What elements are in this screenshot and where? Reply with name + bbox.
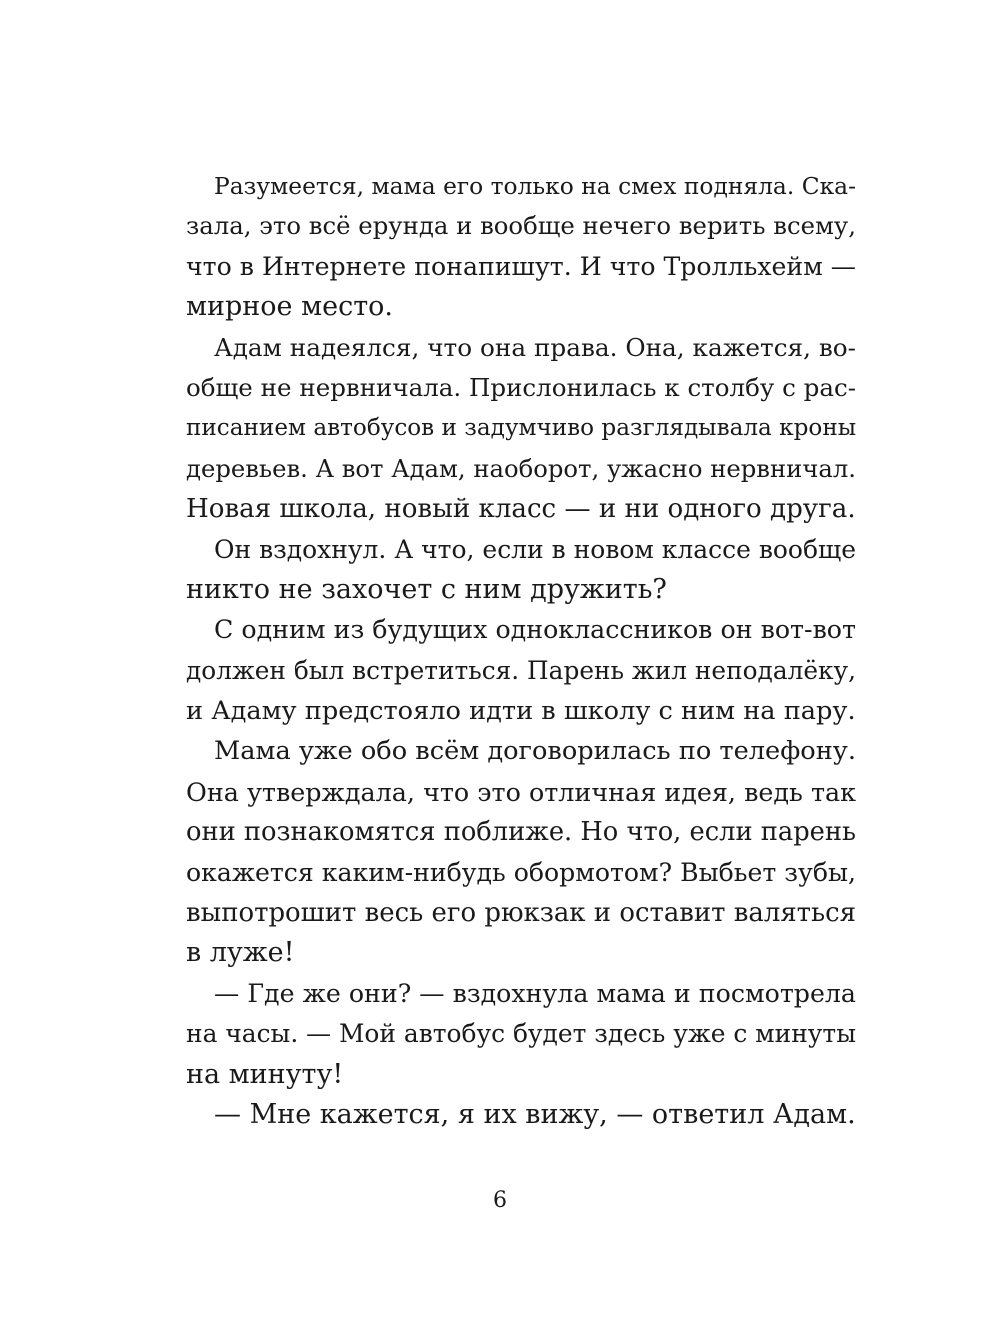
text-line: обще не нервничала. Прислонилась к столбу с рас- — [186, 372, 856, 402]
text-line: и Адаму предстояло идти в школу с ним на пару. — [186, 696, 856, 727]
text-line: С одним из будущих одноклассников он вот-вот — [214, 615, 856, 645]
text-line: должен был встретиться. Парень жил неподалёку, — [186, 655, 856, 685]
paragraph — [186, 328, 856, 530]
text-line: — Мне кажется, я их вижу, — ответил Адам. — [214, 1098, 856, 1130]
text-line: в луже! — [186, 937, 295, 969]
paragraph — [186, 610, 856, 731]
text-line: Мама уже обо всём договорилась по телефону. — [214, 736, 856, 767]
body-text — [186, 166, 856, 1135]
text-line: мирное место. — [186, 291, 393, 323]
text-line: на минуту! — [186, 1058, 344, 1090]
page-number: 6 — [493, 1188, 507, 1213]
text-line: Адам надеялся, что она права. Она, кажется, во- — [214, 332, 856, 362]
text-line: что в Интернете понапишут. И что Тролльхейм — — [186, 251, 856, 281]
paragraph — [186, 731, 856, 973]
text-line: Он вздохнул. А что, если в новом классе вообще — [214, 534, 856, 564]
text-line: никто не захочет с ним дружить? — [186, 573, 667, 605]
paragraph — [186, 974, 856, 1095]
text-line: выпотрошит весь его рюкзак и оставит валяться — [186, 898, 856, 929]
text-line: Она утверждала, что это отличная идея, ведь так — [186, 776, 856, 807]
text-line: Новая школа, новый класс — и ни одного друга. — [186, 494, 856, 525]
text-line: Разумеется, мама его только на смех подняла. Ска- — [214, 172, 856, 200]
text-line: писанием автобусов и задумчиво разглядывала кроны — [186, 415, 857, 442]
text-line: они познакомятся поближе. Но что, если парень — [186, 817, 856, 848]
paragraph — [186, 166, 856, 328]
text-line: зала, это всё ерунда и вообще нечего верить всему, — [186, 211, 856, 241]
text-line: окажется каким-нибудь обормотом? Выбьет зубы, — [186, 857, 856, 887]
paragraph — [186, 1095, 856, 1135]
text-line: деревьев. А вот Адам, наоборот, ужасно нервничал. — [186, 453, 856, 483]
text-line: на часы. — Мой автобус будет здесь уже с минуты — [186, 1019, 856, 1049]
text-line: — Где же они? — вздохнула мама и посмотрела — [214, 978, 856, 1008]
paragraph — [186, 530, 856, 611]
